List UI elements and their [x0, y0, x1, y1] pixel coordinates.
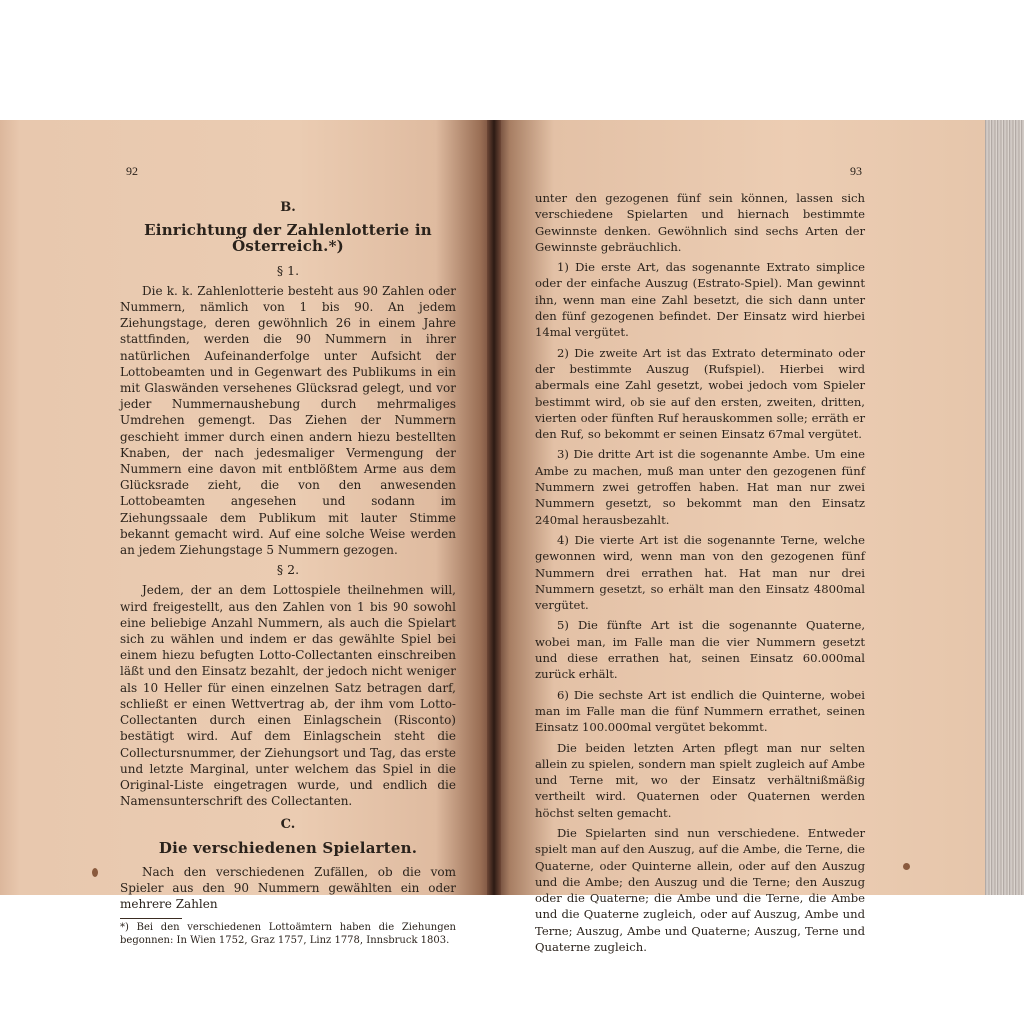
paragraph-text: 3) Die dritte Art ist die sogenannte Ambe. Um eine Ambe zu machen, muß man unter den gezogenen fünf Nummern zwei getroffen haben. Hat man nur zwei Nummern gesetzt, so bekommt man den Einsatz 240mal herausbezahlt.	[535, 447, 865, 527]
paragraph-number: § 1.	[276, 262, 300, 278]
right-page-text	[535, 190, 865, 959]
section-title: Einrichtung der Zahlenlotterie in Österreich.*)	[144, 221, 432, 256]
stain-spot	[903, 863, 910, 870]
paragraph-text: unter den gezogenen fünf sein können, lassen sich verschiedene Spielarten und hiernach bestimmte Gewinnste denken. Gewöhnlich sind sechs Arten der Gewinnste gebräuchlich.	[535, 191, 865, 254]
section-title: Die verschiedenen Spielarten.	[158, 838, 418, 857]
paragraph-text: 1) Die erste Art, das sogenannte Extrato simplice oder der einfache Auszug (Estrato-Spiel). Man gewinnt ihn, wenn man eine Zahl besetzt, die sich dann unter den fünf gezogenen befindet. Der Einsatz wird hierbei 14mal vergütet.	[535, 260, 865, 340]
paragraph-text: Nach den verschiedenen Zufällen, ob die vom Spieler aus den 90 Nummern gewählten ein oder mehrere Zahlen	[120, 864, 456, 912]
paragraph-text: Die k. k. Zahlenlotterie besteht aus 90 Zahlen oder Nummern, nämlich von 1 bis 90. An jedem Ziehungstage, deren gewöhnlich 26 in einem Jahre stattfinden, werden die 90 Nummern in ihrer natürlichen Aufeinanderfolge unter Aufsicht der Lottobeamten und in Gegenwart des Publikums in ein mit Glaswänden versehenes Glücksrad gelegt, und vor jeder Nummernaushebung durch mehrmaliges Umdrehen gemengt. Das Ziehen der Nummern geschieht immer durch einen andern hiezu bestellten Knaben, der nach jedesmaliger Vermengung der Nummern eine davon mit entblößtem Arme aus dem Glücksrade zieht, die von den anwesenden Lottobeamten angesehen und sodann im Ziehungssaale dem Publikum mit lauter Stimme bekannt gemacht wird. Auf eine solche Weise werden an jedem Ziehungstage 5 Nummern gezogen.	[120, 283, 456, 558]
stain-spot	[92, 868, 98, 877]
left-page-text	[120, 200, 456, 947]
page-number: 93	[850, 164, 862, 178]
open-book	[0, 120, 1024, 955]
footnote: *) Bei den verschiedenen Lottoämtern haben die Ziehungen begonnen: In Wien 1752, Graz 1757, Linz 1778, Innsbruck 1803.	[120, 918, 456, 947]
page-edges	[985, 120, 1024, 895]
paragraph-text: 5) Die fünfte Art ist die sogenannte Quaterne, wobei man, im Falle man die vier Nummern gesetzt und diese errathen hat, seinen Einsatz 60.000mal zurück erhält.	[535, 618, 865, 682]
paragraph-text: Die Spielarten sind nun verschiedene. Entweder spielt man auf den Auszug, auf die Ambe, die Terne, die Quaterne, oder Quinterne allein, oder auf den Auszug und die Ambe; den Auszug und die Terne; den Auszug oder die Quaterne; die Ambe und die Terne, die Ambe und die Quaterne zugleich, oder auf Auszug, Ambe und Terne; Auszug, Ambe und Quaterne; Auszug, Terne und Quaterne zugleich.	[535, 825, 865, 955]
left-page	[0, 120, 495, 947]
section-letter: C.	[280, 817, 296, 833]
page-number: 92	[126, 164, 138, 178]
paragraph-text: Die beiden letzten Arten pflegt man nur selten allein zu spielen, sondern man spielt zugleich auf Ambe und Terne mit, wo der Einsatz verhältnißmäßig vertheilt wird. Quaternen oder Quaternen werden höchst selten gemacht.	[535, 740, 865, 820]
book-gutter	[487, 120, 501, 895]
right-page	[495, 120, 985, 955]
paragraph-number: § 2.	[276, 562, 300, 578]
paragraph-text: 6) Die sechste Art ist endlich die Quinterne, wobei man im Falle man die fünf Nummern errathet, seinen Einsatz 100.000mal vergütet bekommt.	[535, 687, 865, 735]
paragraph-text: 2) Die zweite Art ist das Extrato determinato oder der bestimmte Auszug (Rufspiel). Hierbei wird abermals eine Zahl gesetzt, wobei jedoch vom Spieler bestimmt wird, ob sie auf den ersten, zweiten, dritten, vierten oder fünften Ruf herauskommen solle; erräth er den Ruf, so bekommt er seinen Einsatz 67mal vergütet.	[535, 345, 865, 442]
paragraph-text: Jedem, der an dem Lottospiele theilnehmen will, wird freigestellt, aus den Zahlen von 1 bis 90 sowohl eine beliebige Anzahl Nummern, als auch die Spielart sich zu wählen und indem er das gewählte Spiel bei einem hiezu befugten Lotto-Collectanten einschreiben läßt und den Einsatz bezahlt, der jedoch nicht weniger als 10 Heller für einen einzelnen Satz betragen darf, schließt er einen Wettvertrag ab, der ihm vom Lotto-Collectanten durch einen Einlagschein (Risconto) bestätigt wird. Auf dem Einlagschein steht die Collectursnummer, der Ziehungsort und Tag, das erste und letzte Marginal, unter welchem das Spiel in die Original-Liste eingetragen wurde, und endlich die Namensunterschrift des Collectanten.	[120, 583, 456, 809]
paragraph-text: 4) Die vierte Art ist die sogenannte Terne, welche gewonnen wird, wenn man von den gezogenen fünf Nummern drei errathen hat. Hat man nur drei Nummern gesetzt, so erhält man den Einsatz 4800mal vergütet.	[535, 532, 865, 613]
section-letter: B.	[280, 200, 296, 215]
